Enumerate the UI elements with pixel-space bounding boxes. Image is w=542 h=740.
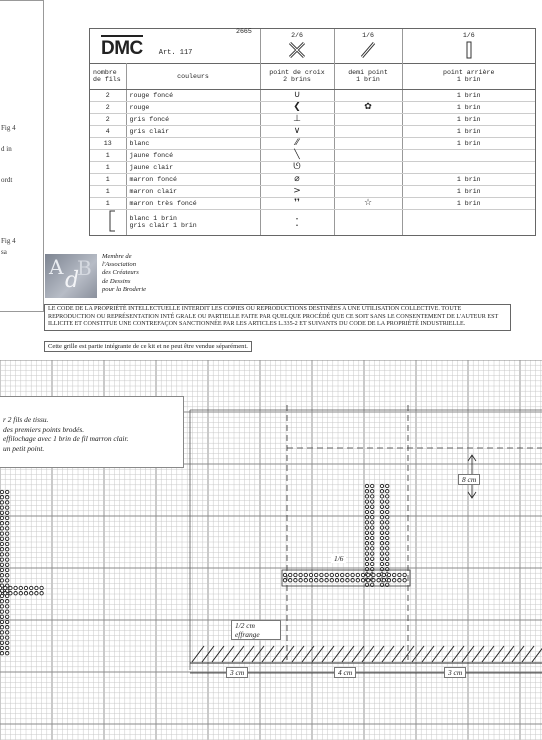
legend-back-strands: 1 brin <box>402 125 535 137</box>
cross-label: point de croix <box>269 69 325 76</box>
legend-back-strands: 1 brin <box>402 137 535 149</box>
legend-half-symbol <box>334 149 402 161</box>
left-note: d in <box>1 145 12 153</box>
legend-row <box>90 173 535 185</box>
legend-back-strands: 1 brin <box>402 197 535 209</box>
cross-icon-cell <box>236 28 334 63</box>
legend-brand-cell <box>90 29 260 63</box>
legend-count: 1 <box>90 173 126 185</box>
legend-half-symbol <box>334 185 402 197</box>
cross-fraction: 2/6 <box>291 32 303 40</box>
copyright-notice: LE CODE DE LA PROPRIÉTÉ INTELLECTUELLE INTERDIT LES COPIES OU REPRODUCTIONS DESTINÉES A UNE UTILISATION COLLECTIVE. TOUTE REPRODUCTION OU REPRÉSENTATION INTÉ GRALE OU PARTIELLE FAITE PAR QUELQUE PROCÉDÉ QUE CE SOIT SANS LE CONSENTEMENT DE L'AUTEUR EST ILLICITE ET CONSTITUE UNE CONTREFAÇON SANCTIONNÉE PAR LES ARTICLES L.335-2 ET SUIVANTS DU CODE DE LA PROPRIÉTÉ INDUSTRIELLE. <box>44 304 511 331</box>
legend-row <box>90 137 535 149</box>
legend-half-symbol <box>334 125 402 137</box>
legend-count: 1 <box>90 197 126 209</box>
measure-fringe: 1/2 cm effrange <box>231 620 281 640</box>
back-strands: 1 brin <box>456 76 481 83</box>
pattern-code: 2665 <box>236 28 252 36</box>
half-stitch-icon <box>338 41 399 59</box>
legend-row <box>90 149 535 161</box>
legend-count: 1 <box>90 149 126 161</box>
legend-row <box>90 89 535 101</box>
measure-4cm: 4 cm <box>334 667 356 678</box>
legend-cross-symbol: ⁄⁄ <box>260 137 334 149</box>
instruction-line: un petit point. <box>3 443 45 453</box>
legend-back-strands: 1 brin <box>402 89 535 101</box>
blend-bracket-cell <box>90 209 126 235</box>
association-line: pour la Broderie <box>102 285 147 293</box>
legend-color: gris clair <box>126 125 260 137</box>
legend-cross-symbol: ❮ <box>260 101 334 113</box>
legend-half-symbol <box>334 161 402 173</box>
back-label: point arrière <box>443 69 495 76</box>
col-back-header <box>402 63 535 89</box>
kit-notice: Cette grille est partie intégrante de ce kit et ne peut être vendue séparément. <box>44 341 252 352</box>
blend-symbol: ⁚ <box>260 209 334 235</box>
association-line: l'Association <box>102 261 137 269</box>
left-note: sa <box>1 248 7 256</box>
left-note: ordt <box>1 176 13 184</box>
legend-color: jaune clair <box>126 161 260 173</box>
legend-count: 2 <box>90 101 126 113</box>
bracket-icon <box>107 210 117 232</box>
instruction-line: r 2 fils de tissu. <box>3 415 49 424</box>
legend-count: 2 <box>90 113 126 125</box>
legend-back-strands <box>402 149 535 161</box>
legend-back-strands: 1 brin <box>402 185 535 197</box>
legend-row <box>90 185 535 197</box>
legend-back-strands: 1 brin <box>402 173 535 185</box>
measure-one-sixth: 1/6 <box>331 554 346 563</box>
legend-half-symbol <box>334 89 402 101</box>
legend-half-symbol: ☆ <box>334 197 402 209</box>
legend-back-strands: 1 brin <box>402 113 535 125</box>
left-note: Fig 4 <box>1 237 16 245</box>
left-note: Fig 4 <box>1 124 16 132</box>
legend-count: 13 <box>90 137 126 149</box>
legend-cross-symbol: ❜❜ <box>260 197 334 209</box>
legend-color: rouge <box>126 101 260 113</box>
instruction-line: des premiers points brodés. <box>3 424 85 434</box>
measure-3cm-right: 3 cm <box>444 667 466 678</box>
col-half-header <box>334 63 402 89</box>
back-icon-cell <box>402 29 535 63</box>
legend-count: 4 <box>90 125 126 137</box>
association-text <box>102 253 146 294</box>
association-line: Membre de <box>102 253 132 260</box>
legend-row <box>90 125 535 137</box>
legend-count: 1 <box>90 185 126 197</box>
cross-strands: 2 brins <box>283 76 311 83</box>
legend-color: gris foncé <box>126 113 260 125</box>
legend-row <box>90 101 535 113</box>
association-line: de Dessins <box>102 277 131 285</box>
association-logo: A B d <box>45 254 97 298</box>
measure-3cm-left: 3 cm <box>226 667 248 678</box>
legend-cross-symbol: ╲ <box>260 149 334 161</box>
half-icon-cell <box>334 29 402 63</box>
left-page-fragment <box>0 0 44 312</box>
legend-cross-symbol: ᘎ <box>260 161 334 173</box>
legend-color: blanc <box>126 137 260 149</box>
instruction-line: effilochage avec 1 brin de fil marron clair. <box>3 434 129 443</box>
thread-legend-table <box>89 28 536 236</box>
association-line: des Créateurs <box>102 269 139 277</box>
col-number-header: nombre de fils <box>90 63 126 89</box>
instructions-box <box>0 396 184 468</box>
legend-half-symbol <box>334 173 402 185</box>
col-colors-header: couleurs <box>126 63 260 89</box>
legend-color: marron foncé <box>126 173 260 185</box>
col-cross-header <box>260 63 334 89</box>
half-strands: 1 brin <box>356 76 380 83</box>
legend-color: marron clair <box>126 185 260 197</box>
legend-back-strands: 1 brin <box>402 101 535 113</box>
blend-colors-cell <box>126 209 260 235</box>
legend-cross-symbol: > <box>260 185 334 197</box>
back-fraction: 1/6 <box>462 32 475 40</box>
legend-half-symbol: ✿ <box>334 101 402 113</box>
legend-color: jaune foncé <box>126 149 260 161</box>
article-number: Art. 117 <box>158 49 193 58</box>
legend-cross-symbol: ⌀ <box>260 173 334 185</box>
legend-cross-symbol: ⊥ <box>260 113 334 125</box>
legend-half-symbol <box>334 113 402 125</box>
back-stitch-icon <box>406 41 533 59</box>
legend-count: 1 <box>90 161 126 173</box>
legend-count: 2 <box>90 89 126 101</box>
blend-half <box>334 209 402 235</box>
legend-color: rouge foncé <box>126 89 260 101</box>
blend-back <box>402 209 535 235</box>
legend-back-strands <box>402 161 535 173</box>
legend-row <box>90 113 535 125</box>
blend-line-1: blanc 1 brin <box>129 215 177 223</box>
legend-half-symbol <box>334 137 402 149</box>
legend-cross-symbol: ∨ <box>260 125 334 137</box>
measure-8cm: 8 cm <box>458 474 480 485</box>
cross-stitch-icon <box>264 41 331 59</box>
dmc-logo: DMC <box>101 35 143 60</box>
legend-color: marron très foncé <box>126 197 260 209</box>
half-label: demi point <box>348 69 388 76</box>
half-fraction: 1/6 <box>362 32 374 40</box>
legend-row <box>90 197 535 209</box>
legend-row <box>90 161 535 173</box>
blend-line-2: gris clair 1 brin <box>129 222 197 230</box>
legend-cross-symbol: ∪ <box>260 89 334 101</box>
